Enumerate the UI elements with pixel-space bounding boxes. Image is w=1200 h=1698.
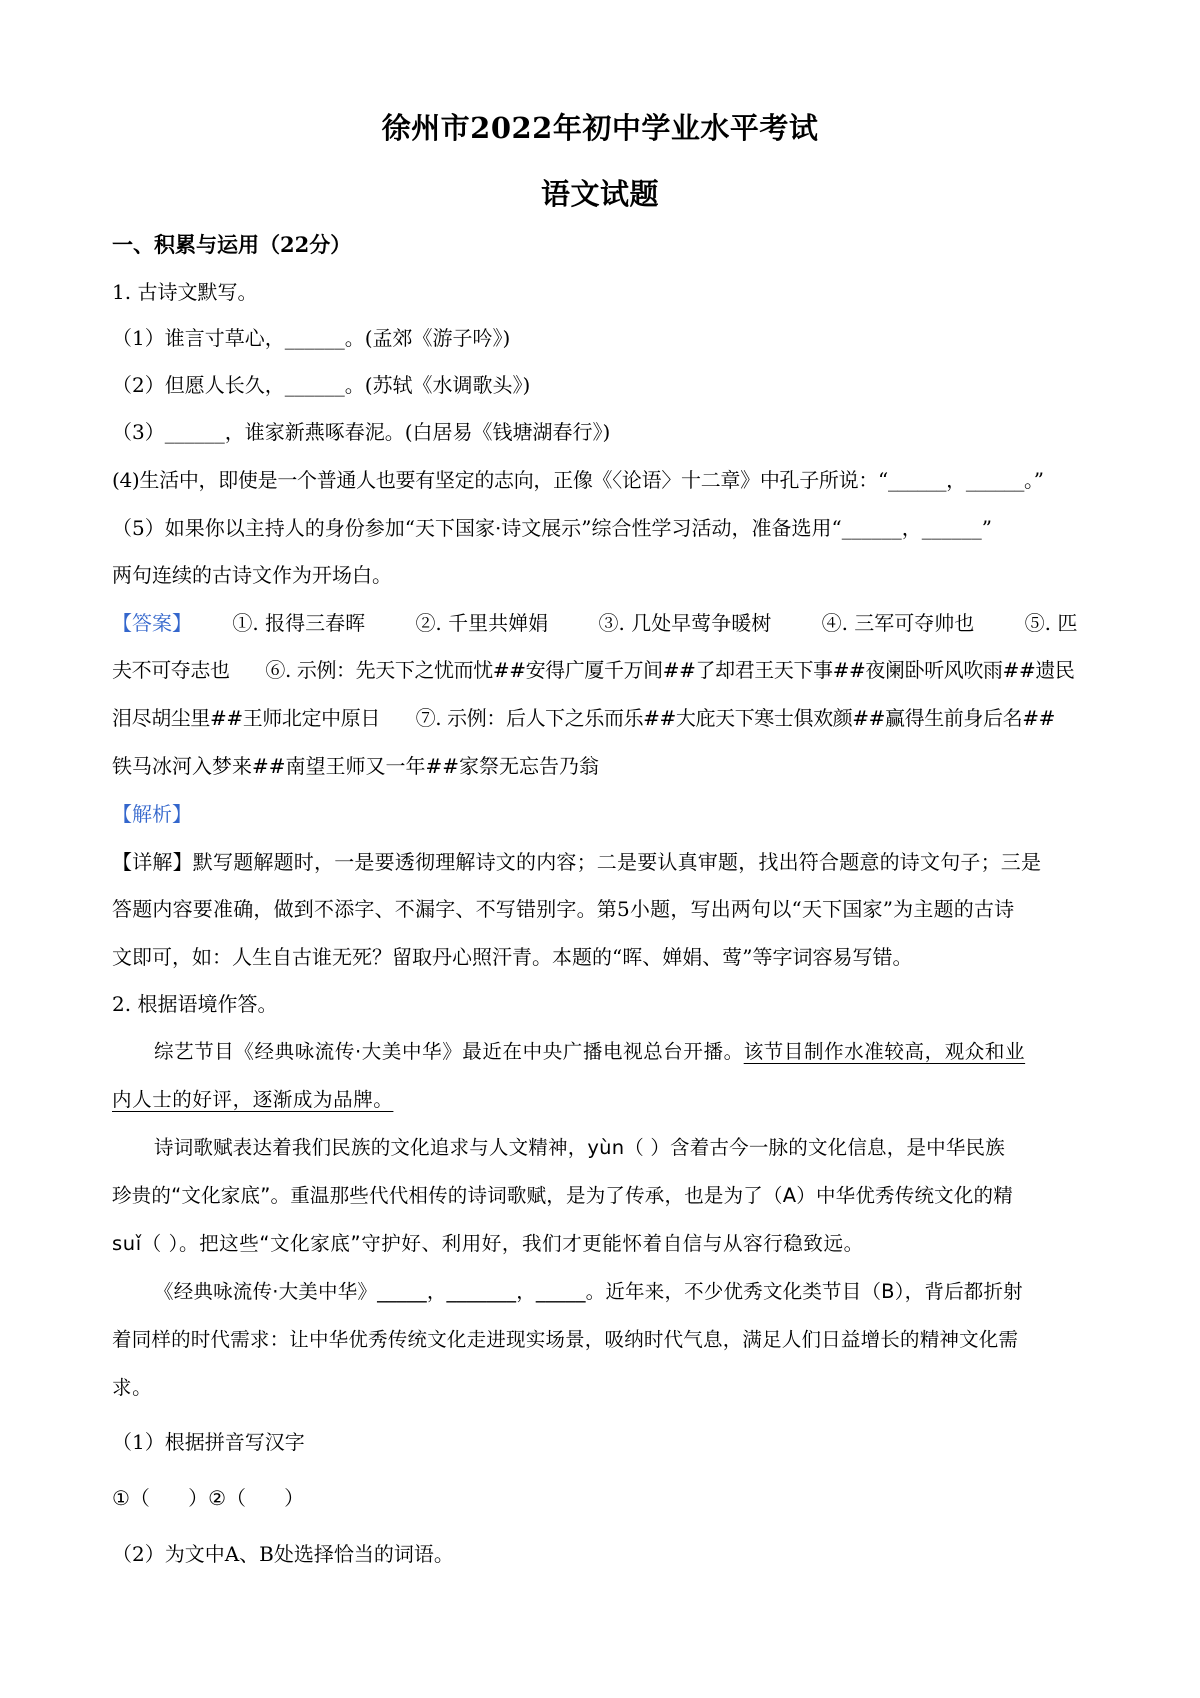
answer-row xyxy=(112,613,1077,633)
q2-p3-line-3: 求。 xyxy=(112,1376,153,1399)
exam-title: 徐州市2022年初中学业水平考试 xyxy=(381,111,819,145)
q1-item-1: （1）谁言寸草心，______。(孟郊《游子吟》) xyxy=(112,326,511,350)
detail-line-3: 文即可，如：人生自古谁无死？留取丹心照汗青。本题的“晖、婵娟、莺”等字词容易写错。 xyxy=(112,945,913,969)
analysis-label: 【解析】 xyxy=(112,802,192,826)
q2-p2-line-3: suǐ（ ）。把这些“文化家底”守护好、利用好，我们才更能怀着自信与从容行稳致远。 xyxy=(112,1232,864,1255)
exam-subtitle: 语文试题 xyxy=(540,177,659,211)
q1-item-3: （3）______，谁家新燕啄春泥。(白居易《钱塘湖春行》) xyxy=(112,420,611,444)
q2-p1-underlined-cont: 内人士的好评，逐渐成为品牌。 xyxy=(112,1088,394,1111)
q2-paragraph-1 xyxy=(154,1042,1025,1062)
answer-option-4: ④. 三军可夺帅也 xyxy=(821,611,975,635)
q2-p2-line-1: 诗词歌赋表达着我们民族的文化追求与人文精神，yùn（ ）含着古今一脉的文化信息，是中华民族 xyxy=(154,1136,1005,1159)
q2-sub-1: （1）根据拼音写汉字 xyxy=(112,1430,305,1454)
q2-p3-line-1: 《经典咏流传·大美中华》_____，_______，_____。近年来，不少优秀文化类节目（B），背后都折射 xyxy=(154,1280,1023,1303)
answer-line-2: 泪尽胡尘里##王师北定中原日 ⑦. 示例：后人下之乐而乐##大庇天下寒士俱欢颜##赢得生前身后名## xyxy=(112,706,1055,730)
answer-option-3: ③. 几处早莺争暖树 xyxy=(598,611,772,635)
q2-p3-line-2: 着同样的时代需求：让中华优秀传统文化走进现实场景，吸纳时代气息，满足人们日益增长的精神文化需 xyxy=(112,1328,1019,1351)
answer-line-1: 夫不可夺志也 ⑥. 示例：先天下之忧而忧##安得广厦千万间##了却君王天下事##夜阑卧听风吹雨##遗民 xyxy=(112,658,1075,682)
q1-item-4: (4)生活中，即使是一个普通人也要有坚定的志向，正像《〈论语〉十二章》中孔子所说：“______，______。” xyxy=(112,468,1044,492)
answer-option-5: ⑤. 匹 xyxy=(1024,611,1078,635)
answer-option-1: ①. 报得三春晖 xyxy=(232,611,366,635)
q1-item-5: （5）如果你以主持人的身份参加“天下国家·诗文展示”综合性学习活动，准备选用“______，______” xyxy=(112,516,992,540)
answer-option-2: ②. 千里共婵娟 xyxy=(415,611,549,635)
q1-item-2: （2）但愿人长久，______。(苏轼《水调歌头》) xyxy=(112,373,531,397)
detail-line-2: 答题内容要准确，做到不添字、不漏字、不写错别字。第5小题，写出两句以“天下国家”为主题的古诗 xyxy=(112,897,1015,921)
q2-sub-2: （2）为文中A、B处选择恰当的词语。 xyxy=(112,1542,454,1566)
q2-p2-line-2: 珍贵的“文化家底”。重温那些代代相传的诗词歌赋，是为了传承，也是为了（A）中华优秀传统文化的精 xyxy=(112,1184,1013,1207)
detail-line-1: 【详解】默写题解题时，一是要透彻理解诗文的内容；二是要认真审题，找出符合题意的诗文句子；三是 xyxy=(112,850,1042,874)
answer-label: 【答案】 xyxy=(112,611,192,635)
q2-sub-1-blanks: ①（ ）②（ ） xyxy=(112,1486,305,1510)
q2-p1-text: 综艺节目《经典咏流传·大美中华》最近在中央广播电视总台开播。 xyxy=(154,1040,744,1063)
answer-line-3: 铁马冰河入梦来##南望王师又一年##家祭无忘告乃翁 xyxy=(112,754,600,778)
q1-stem: 1. 古诗文默写。 xyxy=(112,280,258,304)
q2-stem: 2. 根据语境作答。 xyxy=(112,992,278,1016)
q1-item-5-cont: 两句连续的古诗文作为开场白。 xyxy=(112,563,392,587)
section-heading: 一、积累与运用（22分） xyxy=(112,232,352,257)
q2-p1-underlined: 该节目制作水准较高，观众和业 xyxy=(743,1040,1026,1063)
